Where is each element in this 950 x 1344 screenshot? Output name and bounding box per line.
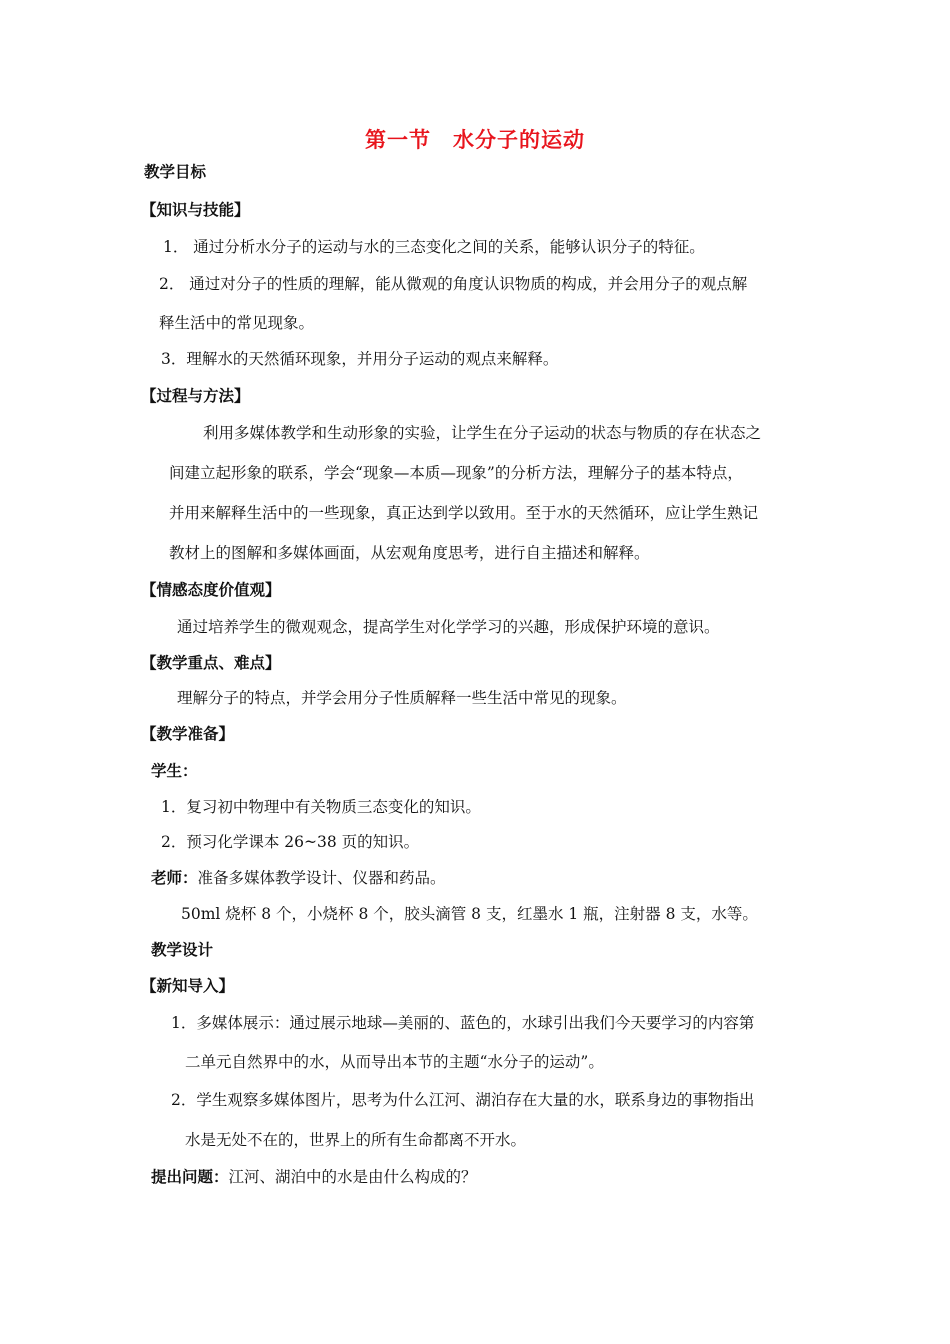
process-line: 间建立起形象的联系，学会“现象—本质—现象”的分析方法，理解分子的基本特点，: [169, 464, 743, 482]
keypoints-text: 理解分子的特点，并学会用分子性质解释一些生活中常见的现象。: [177, 689, 627, 707]
process-heading: 【过程与方法】: [141, 386, 250, 405]
prep-heading: 【教学准备】: [141, 724, 235, 743]
emotion-heading: 【情感态度价值观】: [141, 580, 281, 599]
student-item: 1．复习初中物理中有关物质三态变化的知识。: [161, 798, 481, 816]
intro-line: 水是无处不在的，世界上的所有生命都离不开水。: [185, 1131, 527, 1149]
document-title: 第一节 水分子的运动: [365, 127, 585, 152]
emotion-text: 通过培养学生的微观观念，提高学生对化学学习的兴趣，形成保护环境的意识。: [177, 618, 720, 636]
keypoints-heading: 【教学重点、难点】: [141, 653, 281, 672]
question-text: 江河、湖泊中的水是由什么构成的？: [228, 1168, 477, 1186]
materials-text: 50ml 烧杯 8 个，小烧杯 8 个，胶头滴管 8 支，红墨水 1 瓶，注射器 8 支，水等。: [181, 905, 758, 923]
process-line: 利用多媒体教学和生动形象的实验，让学生在分子运动的状态与物质的存在状态之: [203, 424, 762, 442]
teacher-line: [151, 868, 446, 888]
student-item: 2．预习化学课本 26~38 页的知识。: [161, 833, 420, 851]
intro-line: 二单元自然界中的水，从而导出本节的主题“水分子的运动”。: [185, 1053, 604, 1071]
question-label: 提出问题：: [151, 1167, 229, 1186]
objectives-heading: 教学目标: [144, 162, 207, 181]
knowledge-item: 3．理解水的天然循环现象，并用分子运动的观点来解释。: [161, 350, 559, 368]
knowledge-heading: 【知识与技能】: [141, 200, 250, 219]
process-line: 教材上的图解和多媒体画面，从宏观角度思考，进行自主描述和解释。: [169, 544, 650, 562]
intro-line: 2．学生观察多媒体图片，思考为什么江河、湖泊存在大量的水，联系身边的事物指出: [171, 1091, 755, 1109]
process-line: 并用来解释生活中的一些现象，真正达到学以致用。至于水的天然循环，应让学生熟记: [169, 504, 759, 522]
question-line: [151, 1167, 477, 1187]
teacher-label: 老师：: [151, 868, 198, 887]
knowledge-item: 释生活中的常见现象。: [159, 314, 315, 332]
design-heading: 教学设计: [151, 940, 214, 959]
intro-line: 1．多媒体展示：通过展示地球—美丽的、蓝色的，水球引出我们今天要学习的内容第: [171, 1014, 755, 1032]
student-label: 学生：: [151, 761, 198, 780]
knowledge-item: 2． 通过对分子的性质的理解，能从微观的角度认识物质的构成，并会用分子的观点解: [159, 275, 748, 293]
teacher-text: 准备多媒体教学设计、仪器和药品。: [197, 869, 446, 887]
intro-heading: 【新知导入】: [141, 976, 235, 995]
knowledge-item: 1． 通过分析水分子的运动与水的三态变化之间的关系，能够认识分子的特征。: [163, 238, 705, 256]
